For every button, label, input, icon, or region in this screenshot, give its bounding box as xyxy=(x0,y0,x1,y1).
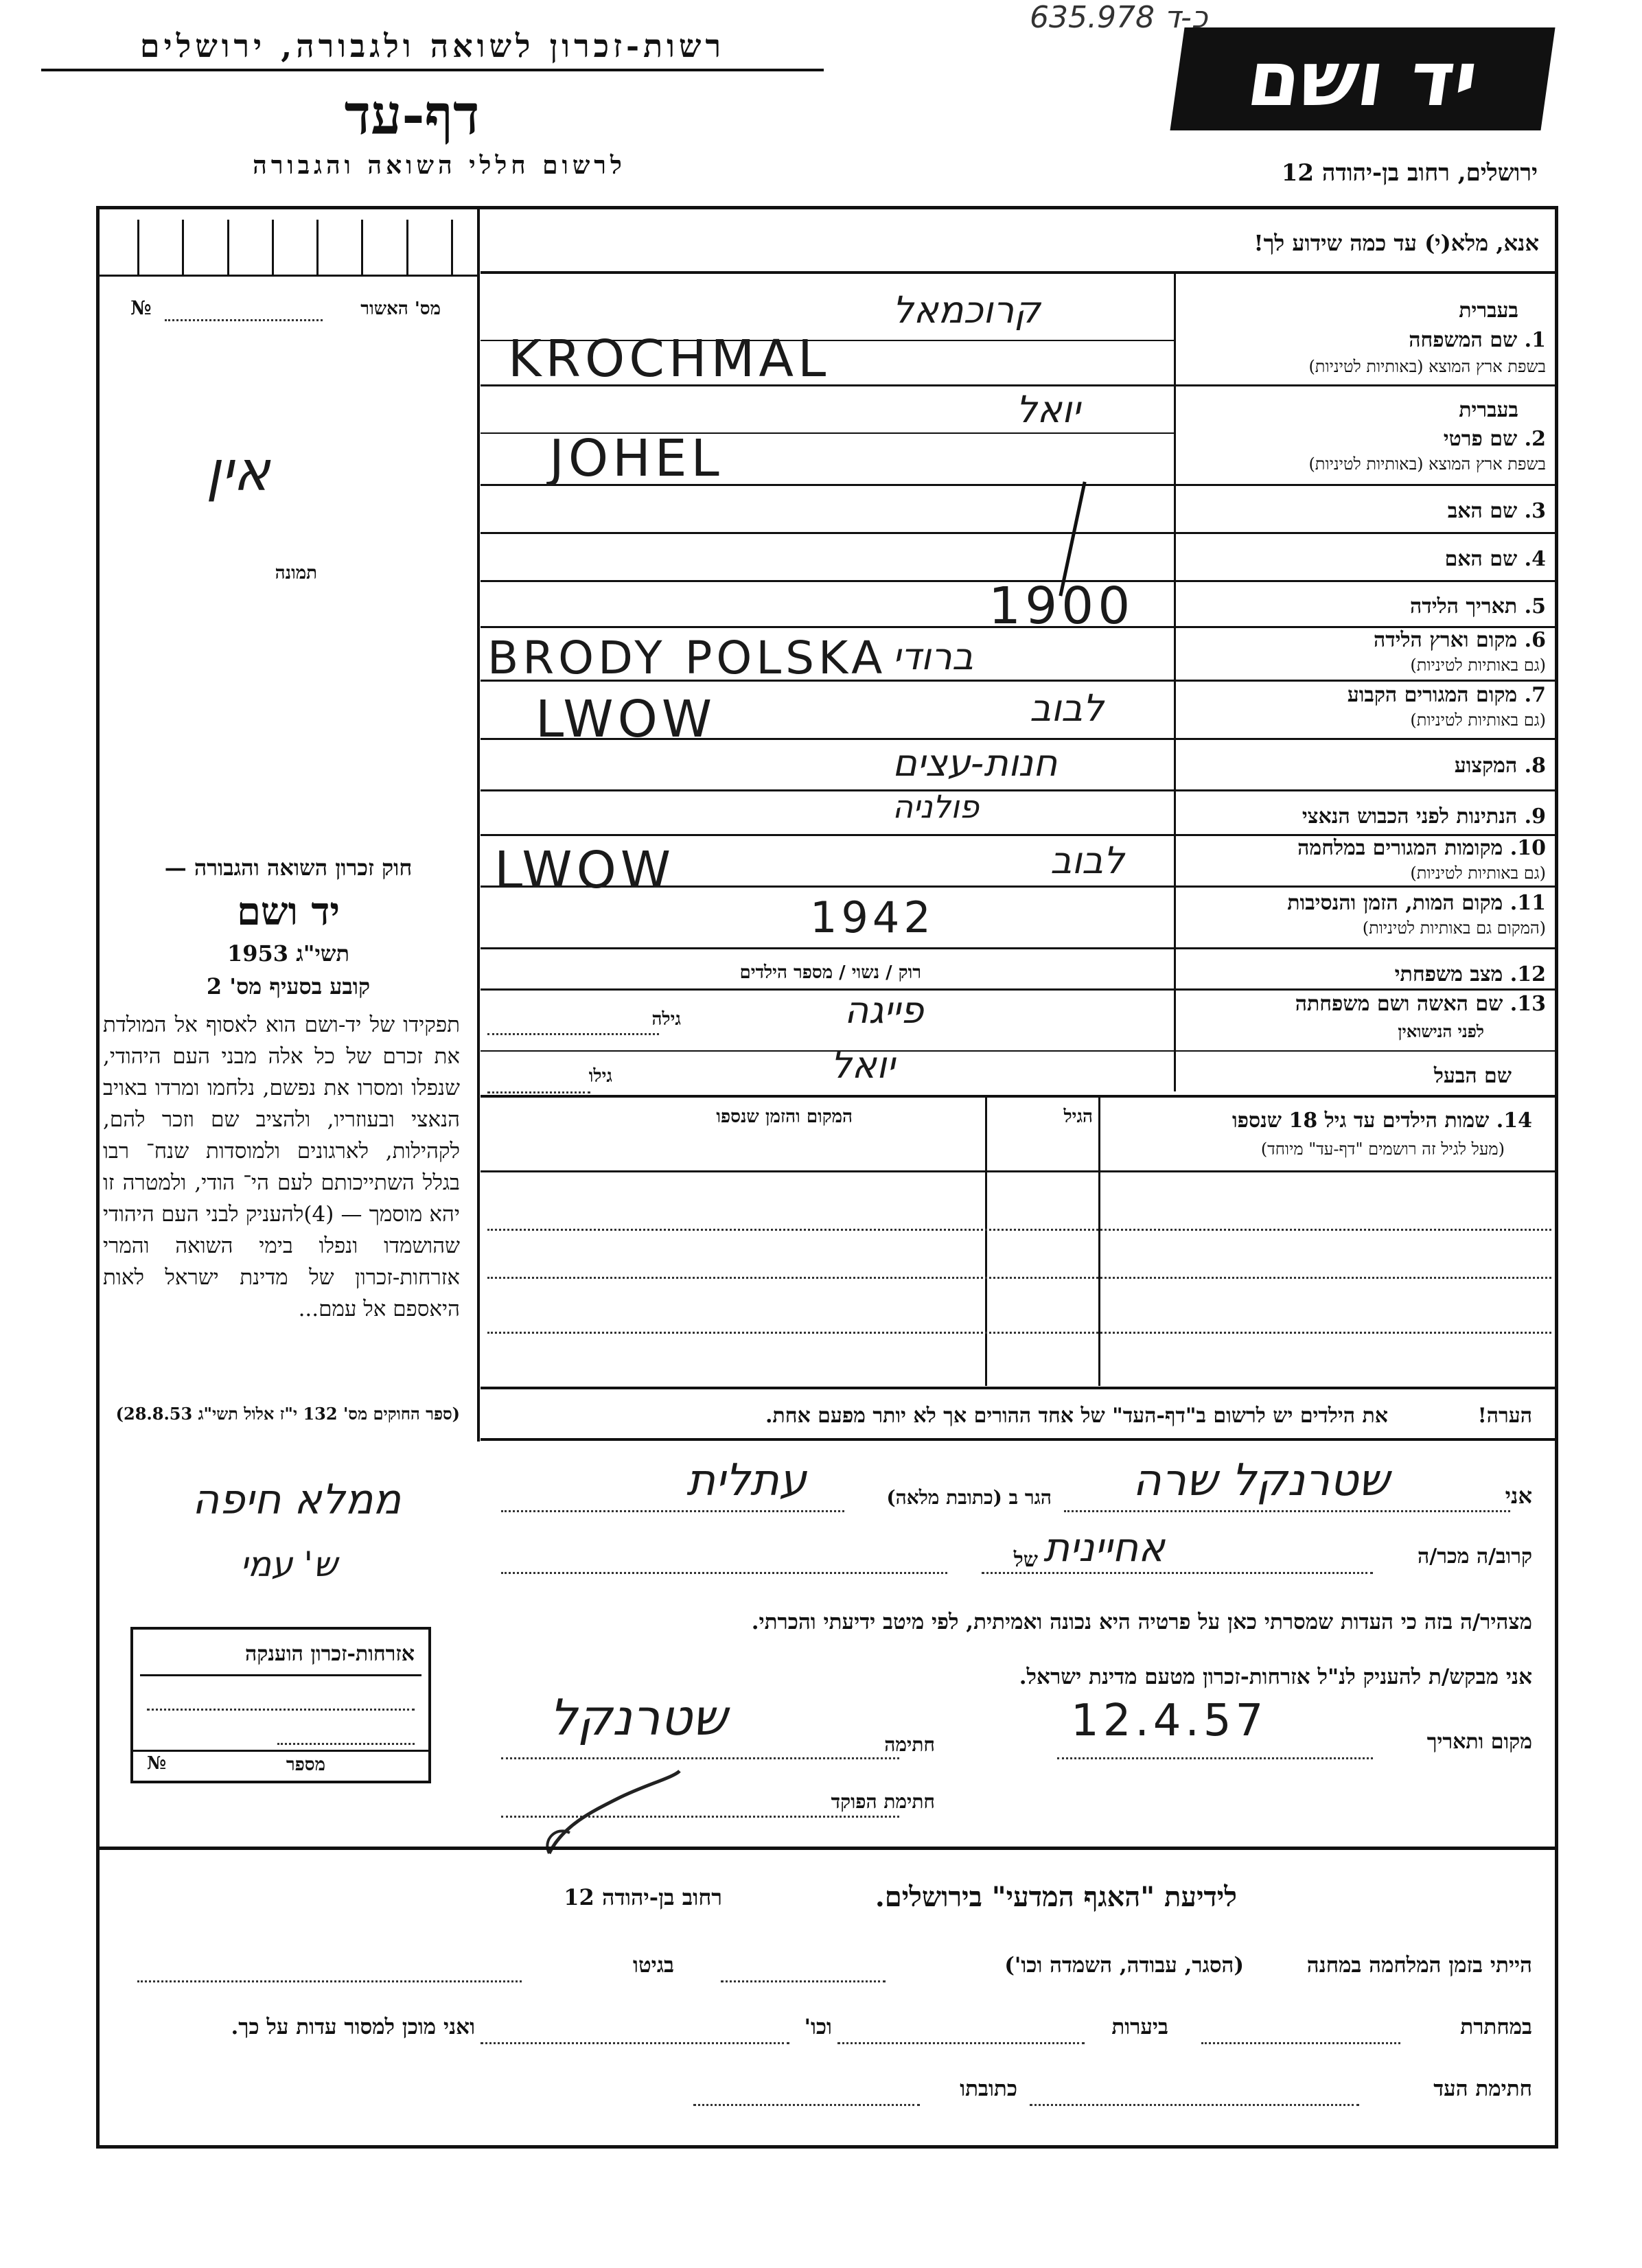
relative-field[interactable] xyxy=(982,1572,1373,1574)
field-6-label: 6. מקום וארץ הלידה xyxy=(1373,628,1546,652)
footer-line1-a: הייתי בזמן המלחמה במחנה xyxy=(1306,1953,1532,1978)
yad-vashem-logo: יד ושם xyxy=(1170,27,1555,130)
declarant-address-value: עתלית xyxy=(686,1455,807,1506)
form-subtitle: לרשום חללי השואה והגבורה xyxy=(253,151,626,180)
children-place-col: המקום והזמן שנספו xyxy=(716,1107,853,1127)
place-date-field[interactable] xyxy=(1057,1757,1373,1759)
footer-witness-signature-field[interactable] xyxy=(1030,2104,1359,2106)
of-field[interactable] xyxy=(501,1572,947,1574)
field-13-label: 13. שם האשה ושם משפחתה xyxy=(1295,992,1546,1016)
declare-text: מצהיר/ה בזה כי העדות שמסרתי כאן על פרטיה היא נכונה ואמיתית, לפי מיטב ידיעתי והכרתי. xyxy=(751,1610,1532,1634)
wife-age-label: גילה xyxy=(651,1009,681,1030)
tick-boxes xyxy=(137,220,453,275)
field-10-label: 10. מקומות המגורים במלחמה xyxy=(1297,836,1546,860)
children-age-col: הגיל xyxy=(1063,1107,1093,1127)
field-8-label: 8. המקצוע xyxy=(1454,754,1546,778)
footer-line2-c: וכו' xyxy=(804,2015,832,2039)
field-10-sub: (גם באותיות לטיניות) xyxy=(1410,864,1546,883)
footer-underground-field[interactable] xyxy=(1201,2042,1400,2044)
birth-place-hebrew: ברודי xyxy=(892,635,973,678)
citizenship-box xyxy=(130,1627,431,1783)
field-7-label: 7. מקום המגורים הקבוע xyxy=(1347,683,1546,707)
official-signature-label: חתימת הפוקד xyxy=(831,1790,935,1813)
request-text: אני מבקש/ת להעניק לנ"ל אזרחות-זכרון מטעם מדינת ישראל. xyxy=(1019,1665,1532,1689)
signature-label: חתימה xyxy=(884,1733,935,1756)
law-year: תשי"ג 1953 xyxy=(227,940,349,967)
place-date-label: מקום ותאריך xyxy=(1426,1730,1532,1754)
footer-line1-c: בגיטו xyxy=(633,1953,674,1978)
field-9-label: 9. הנתינות לפני הכבוש הנאצי xyxy=(1302,805,1546,829)
field-5-label: 5. תאריך הלידה xyxy=(1410,594,1546,618)
field-6-sub: (גם באותיות לטיניות) xyxy=(1410,656,1546,675)
firstname-latin: JOHEL xyxy=(549,429,724,488)
husband-age-field[interactable] xyxy=(487,1091,590,1094)
footer-line2-d: ואני מוכן למסור עדות על כך. xyxy=(231,2015,475,2039)
birth-date: 1900 xyxy=(988,577,1135,636)
field-1-sub: בשפת ארץ המוצא (באותיות לטיניות) xyxy=(1308,357,1546,376)
field-13-sub: לפני הנישואין xyxy=(1398,1021,1484,1041)
wife-name-value: פייגה xyxy=(844,988,924,1032)
note-label: הערה! xyxy=(1477,1404,1532,1428)
left-hand-note-2: ש' עמי xyxy=(240,1544,338,1584)
place-date-value: 12.4.57 xyxy=(1071,1696,1268,1746)
footer-address-field[interactable] xyxy=(693,2104,920,2106)
declarant-address-field[interactable] xyxy=(501,1510,844,1512)
signature-value: שטרנקל xyxy=(549,1689,728,1746)
citizenship-number-label: מספר xyxy=(286,1755,325,1775)
reg-number-symbol: № xyxy=(130,297,152,319)
firstname-hebrew: יואל xyxy=(1016,388,1080,431)
reg-number-field[interactable] xyxy=(165,319,323,321)
nationality-value: פולניה xyxy=(892,788,980,825)
residence-latin: LWOW xyxy=(535,690,717,749)
profession-value: חנות-עצים xyxy=(892,741,1058,785)
declarant-name-value: שטרנקל שרה xyxy=(1133,1455,1389,1506)
field-3-label: 3. שם האב xyxy=(1447,499,1546,523)
field-4-label: 4. שם האם xyxy=(1444,547,1546,571)
child-row-2[interactable] xyxy=(487,1277,1551,1279)
citizenship-line-1[interactable] xyxy=(147,1709,415,1711)
footer-line2-a: במחתרת xyxy=(1460,2015,1532,2039)
field-2-label: 2. שם פרטי xyxy=(1443,427,1546,451)
child-row-1[interactable] xyxy=(487,1229,1551,1231)
law-ref: (ספר החוקים מס' 132 י"ז אלול תשי"ג 28.8.53) xyxy=(115,1404,460,1424)
law-text: תפקידו של יד-ושם הוא לאסוף אל המולדת את זכרם של כל אלה מבני העם היהודי, שנפלו ומסרו את נפשם, נלחמו ומרדו באויב הנאצי ובעוזריו, ולהציב שם וזכר להם, לקהילות, לארגונים ולמוסדות שנח־ רבו בגלל השתייכותם לעם הי־ הודי, ולמטרה זו יהא מוסמך — (4)להעניק לבני העם היהודי שהושמדו ונפלו בימי השואה והמרי אזרחות-זכרון של מדינת ישראל לאות היאספם אל עמם... xyxy=(103,1012,460,1321)
handwritten-reference: 635.978 כ-ד xyxy=(1030,0,1208,35)
field-7-sub: (גם באותיות לטיניות) xyxy=(1410,710,1546,730)
footer-title: לידיעת "האגף המדעי" בירושלים. xyxy=(875,1881,1237,1913)
footer-line1-b: (הסגר, עבודה, השמדה וכו') xyxy=(1004,1953,1244,1978)
field-2-sub: בשפת ארץ המוצא (באותיות לטיניות) xyxy=(1308,454,1546,474)
footer-etc-field[interactable] xyxy=(481,2042,789,2044)
field-1-label: 1. שם המשפחה xyxy=(1409,328,1546,352)
surname-hebrew: קרוכמאל xyxy=(892,288,1041,332)
form-title: דף-עד xyxy=(344,82,480,147)
col-hebrew-1: בעברית xyxy=(1459,299,1518,323)
photo-handwriting: אין xyxy=(206,439,270,503)
child-row-3[interactable] xyxy=(487,1332,1551,1334)
left-hand-note-1: ממלא חיפה xyxy=(192,1476,402,1524)
footer-forest-field[interactable] xyxy=(837,2042,1085,2044)
marital-options: רוק / נשוי / מספר הילדים xyxy=(739,962,921,983)
relative-label: קרוב/ה מכר/ה xyxy=(1418,1544,1532,1569)
residence-hebrew: לבוב xyxy=(1030,686,1104,730)
citizenship-line-2[interactable] xyxy=(277,1743,415,1745)
wartime-residence-latin: LWOW xyxy=(494,841,675,900)
citizenship-number-symbol: № xyxy=(147,1753,167,1774)
declarant-name-field[interactable] xyxy=(1064,1510,1510,1512)
photo-label: תמונה xyxy=(275,563,317,583)
official-signature-scribble xyxy=(535,1757,693,1867)
husband-name-value: יואל xyxy=(831,1043,895,1087)
children-label: 14. שמות הילדים עד גיל 18 שנספו xyxy=(1232,1109,1532,1133)
instruction-text: אנא, מלא(י) עד כמה שידוע לך! xyxy=(1253,230,1539,256)
citizenship-box-title: אזרחות-זכרון הוענקה xyxy=(244,1642,415,1666)
husband-age-label: גילו xyxy=(588,1066,612,1087)
field-12-label: 12. מצב משפחתי xyxy=(1394,962,1546,986)
footer-line3-b: כתובתו xyxy=(960,2076,1017,2101)
law-clause: קובע בסעיף מס' 2 xyxy=(206,973,371,999)
relative-value: אחיינית xyxy=(1043,1524,1165,1571)
law-name: יד ושם xyxy=(236,889,340,934)
field-11-sub: (המקום גם באותיות לטיניות) xyxy=(1362,918,1546,938)
field-husband-label: שם הבעל xyxy=(1433,1064,1512,1088)
death-value: 1942 xyxy=(810,892,935,942)
law-title: חוק זכרון השואה והגבורה — xyxy=(164,855,413,881)
of-label: של xyxy=(1013,1548,1038,1572)
wartime-residence-hebrew: לבוב xyxy=(1050,839,1124,882)
footer-line2-b: ביערות xyxy=(1111,2015,1168,2039)
footer-camp-field[interactable] xyxy=(721,1980,886,1982)
footer-ghetto-field[interactable] xyxy=(137,1980,522,1982)
col-hebrew-2: בעברית xyxy=(1459,398,1518,422)
reg-number-label: מס' האשור xyxy=(360,299,441,319)
surname-latin: KROCHMAL xyxy=(508,329,831,389)
declarant-resides-label: הגר ב (כתובת מלאה) xyxy=(886,1486,1052,1509)
footer-address: רחוב בן-יהודה 12 xyxy=(564,1884,722,1910)
field-11-label: 11. מקום המות, הזמן והנסיבות xyxy=(1287,891,1546,915)
birth-place-latin: BRODY POLSKA xyxy=(487,632,887,684)
wife-age-field[interactable] xyxy=(487,1033,659,1035)
header-address: ירושלים, רחוב בן-יהודה 12 xyxy=(1281,159,1538,187)
footer-line3-a: חתימת העד xyxy=(1433,2076,1532,2101)
note-text: את הילדים יש לרשום ב"דף-העד" של אחד ההורים אך לא יותר מפעם אחת. xyxy=(765,1404,1388,1428)
org-line: רשות-זכרון לשואה ולגבורה, ירושלים xyxy=(41,27,824,71)
children-sub: (מעל לגיל זה רושמים "דף-עד" מיוחד) xyxy=(1260,1139,1505,1159)
declarant-i-label: אני xyxy=(1505,1483,1532,1509)
